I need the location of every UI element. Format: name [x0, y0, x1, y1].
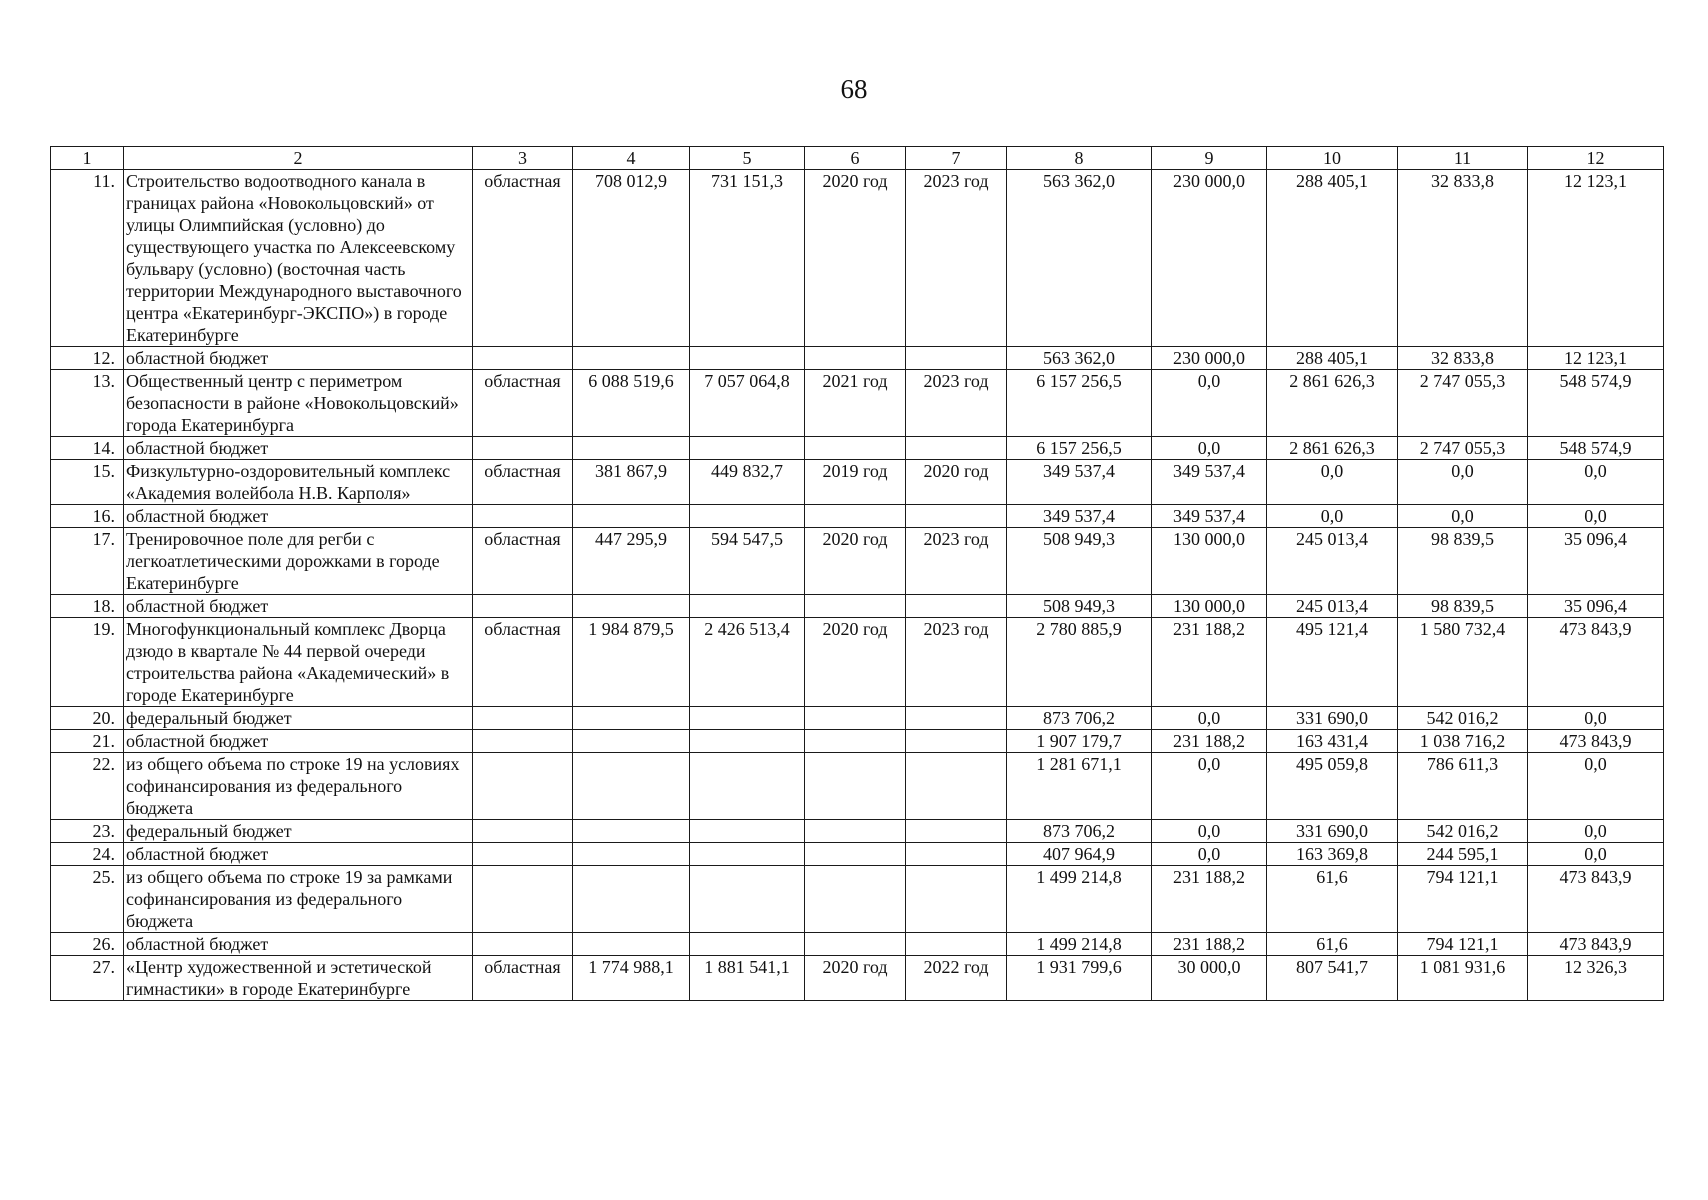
funding-cell-10: 2 861 626,3 [1267, 370, 1398, 437]
start-year-cell [805, 595, 906, 618]
end-year-cell [906, 933, 1007, 956]
total-funding-cell: 873 706,2 [1007, 707, 1152, 730]
end-year-cell [906, 753, 1007, 820]
funding-cell-11: 0,0 [1398, 460, 1528, 505]
table-row [51, 820, 1664, 843]
ownership-cell [473, 843, 573, 866]
current-cost-cell [690, 595, 805, 618]
total-funding-cell: 873 706,2 [1007, 820, 1152, 843]
object-name-cell: федеральный бюджет [124, 820, 473, 843]
funding-cell-9: 231 188,2 [1152, 933, 1267, 956]
funding-cell-9: 0,0 [1152, 707, 1267, 730]
row-number-cell: 26. [51, 933, 124, 956]
column-header: 4 [573, 147, 690, 170]
estimated-cost-cell [573, 730, 690, 753]
current-cost-cell [690, 933, 805, 956]
object-name-cell: из общего объема по строке 19 за рамками софинансирования из федерального бюджета [124, 866, 473, 933]
ownership-cell: областная [473, 170, 573, 347]
table-row [51, 956, 1664, 1001]
ownership-cell [473, 866, 573, 933]
row-number-cell: 27. [51, 956, 124, 1001]
start-year-cell [805, 933, 906, 956]
funding-cell-10: 61,6 [1267, 866, 1398, 933]
estimated-cost-cell [573, 437, 690, 460]
funding-cell-12: 0,0 [1528, 820, 1664, 843]
start-year-cell [805, 707, 906, 730]
funding-cell-10: 163 431,4 [1267, 730, 1398, 753]
funding-cell-11: 98 839,5 [1398, 595, 1528, 618]
object-name-cell: областной бюджет [124, 505, 473, 528]
current-cost-cell: 1 881 541,1 [690, 956, 805, 1001]
header-row [51, 147, 1664, 170]
total-funding-cell: 407 964,9 [1007, 843, 1152, 866]
total-funding-cell: 508 949,3 [1007, 528, 1152, 595]
row-number-cell: 13. [51, 370, 124, 437]
funding-cell-12: 473 843,9 [1528, 933, 1664, 956]
funding-cell-12: 35 096,4 [1528, 595, 1664, 618]
end-year-cell [906, 505, 1007, 528]
funding-cell-10: 495 059,8 [1267, 753, 1398, 820]
row-number-cell: 16. [51, 505, 124, 528]
funding-cell-10: 331 690,0 [1267, 707, 1398, 730]
funding-cell-12: 473 843,9 [1528, 618, 1664, 707]
estimated-cost-cell: 1 984 879,5 [573, 618, 690, 707]
funding-cell-9: 0,0 [1152, 843, 1267, 866]
current-cost-cell [690, 437, 805, 460]
ownership-cell [473, 753, 573, 820]
column-header: 5 [690, 147, 805, 170]
funding-cell-12: 12 123,1 [1528, 170, 1664, 347]
current-cost-cell [690, 820, 805, 843]
estimated-cost-cell [573, 707, 690, 730]
total-funding-cell: 1 499 214,8 [1007, 933, 1152, 956]
end-year-cell: 2022 год [906, 956, 1007, 1001]
ownership-cell: областная [473, 460, 573, 505]
ownership-cell [473, 933, 573, 956]
ownership-cell [473, 347, 573, 370]
object-name-cell: Тренировочное поле для регби с легкоатлетическими дорожками в городе Екатеринбурге [124, 528, 473, 595]
funding-cell-10: 245 013,4 [1267, 528, 1398, 595]
total-funding-cell: 6 157 256,5 [1007, 437, 1152, 460]
start-year-cell [805, 437, 906, 460]
start-year-cell: 2020 год [805, 528, 906, 595]
column-header: 12 [1528, 147, 1664, 170]
estimated-cost-cell [573, 933, 690, 956]
funding-cell-10: 288 405,1 [1267, 347, 1398, 370]
row-number-cell: 25. [51, 866, 124, 933]
funding-cell-11: 2 747 055,3 [1398, 370, 1528, 437]
end-year-cell: 2023 год [906, 370, 1007, 437]
estimated-cost-cell: 708 012,9 [573, 170, 690, 347]
ownership-cell: областная [473, 956, 573, 1001]
funding-cell-11: 32 833,8 [1398, 170, 1528, 347]
ownership-cell [473, 437, 573, 460]
funding-cell-9: 30 000,0 [1152, 956, 1267, 1001]
estimated-cost-cell [573, 843, 690, 866]
total-funding-cell: 1 499 214,8 [1007, 866, 1152, 933]
current-cost-cell [690, 707, 805, 730]
table-row [51, 437, 1664, 460]
end-year-cell: 2020 год [906, 460, 1007, 505]
funding-cell-9: 349 537,4 [1152, 460, 1267, 505]
funding-cell-9: 0,0 [1152, 820, 1267, 843]
current-cost-cell: 7 057 064,8 [690, 370, 805, 437]
object-name-cell: областной бюджет [124, 595, 473, 618]
column-header: 8 [1007, 147, 1152, 170]
start-year-cell [805, 820, 906, 843]
object-name-cell: Многофункциональный комплекс Дворца дзюдо в квартале № 44 первой очереди строительства района «Академический» в городе Екатеринбурге [124, 618, 473, 707]
ownership-cell: областная [473, 370, 573, 437]
object-name-cell: областной бюджет [124, 933, 473, 956]
estimated-cost-cell: 6 088 519,6 [573, 370, 690, 437]
current-cost-cell [690, 866, 805, 933]
funding-cell-12: 548 574,9 [1528, 370, 1664, 437]
row-number-cell: 15. [51, 460, 124, 505]
funding-cell-11: 542 016,2 [1398, 707, 1528, 730]
table-row [51, 753, 1664, 820]
budget-table [50, 146, 1664, 1001]
table-row [51, 843, 1664, 866]
start-year-cell: 2020 год [805, 618, 906, 707]
funding-cell-11: 786 611,3 [1398, 753, 1528, 820]
funding-cell-9: 0,0 [1152, 437, 1267, 460]
object-name-cell: областной бюджет [124, 843, 473, 866]
end-year-cell [906, 595, 1007, 618]
current-cost-cell [690, 753, 805, 820]
funding-cell-9: 230 000,0 [1152, 170, 1267, 347]
object-name-cell: областной бюджет [124, 347, 473, 370]
end-year-cell: 2023 год [906, 528, 1007, 595]
funding-cell-9: 349 537,4 [1152, 505, 1267, 528]
funding-cell-11: 794 121,1 [1398, 933, 1528, 956]
funding-cell-9: 231 188,2 [1152, 866, 1267, 933]
total-funding-cell: 2 780 885,9 [1007, 618, 1152, 707]
funding-cell-10: 0,0 [1267, 460, 1398, 505]
column-header: 11 [1398, 147, 1528, 170]
funding-cell-9: 0,0 [1152, 753, 1267, 820]
estimated-cost-cell: 447 295,9 [573, 528, 690, 595]
funding-cell-12: 0,0 [1528, 707, 1664, 730]
column-header: 9 [1152, 147, 1267, 170]
start-year-cell: 2020 год [805, 170, 906, 347]
total-funding-cell: 1 907 179,7 [1007, 730, 1152, 753]
ownership-cell [473, 595, 573, 618]
object-name-cell: областной бюджет [124, 730, 473, 753]
row-number-cell: 14. [51, 437, 124, 460]
estimated-cost-cell [573, 820, 690, 843]
funding-cell-12: 12 326,3 [1528, 956, 1664, 1001]
ownership-cell: областная [473, 528, 573, 595]
column-header: 2 [124, 147, 473, 170]
end-year-cell [906, 820, 1007, 843]
funding-cell-10: 807 541,7 [1267, 956, 1398, 1001]
funding-cell-12: 0,0 [1528, 460, 1664, 505]
total-funding-cell: 1 281 671,1 [1007, 753, 1152, 820]
funding-cell-12: 0,0 [1528, 505, 1664, 528]
current-cost-cell [690, 347, 805, 370]
estimated-cost-cell [573, 505, 690, 528]
funding-cell-10: 163 369,8 [1267, 843, 1398, 866]
end-year-cell [906, 437, 1007, 460]
total-funding-cell: 508 949,3 [1007, 595, 1152, 618]
total-funding-cell: 563 362,0 [1007, 347, 1152, 370]
table-row [51, 170, 1664, 347]
column-header: 1 [51, 147, 124, 170]
object-name-cell: Строительство водоотводного канала в границах района «Новокольцовский» от улицы Олимпийская (условно) до существующего участка по Алексеевскому бульвару (условно) (восточная часть территории Международного выставочного центра «Екатеринбург-ЭКСПО») в городе Екатеринбурге [124, 170, 473, 347]
ownership-cell [473, 707, 573, 730]
table-row [51, 505, 1664, 528]
total-funding-cell: 349 537,4 [1007, 460, 1152, 505]
funding-cell-11: 244 595,1 [1398, 843, 1528, 866]
object-name-cell: областной бюджет [124, 437, 473, 460]
ownership-cell [473, 730, 573, 753]
object-name-cell: Физкультурно-оздоровительный комплекс «Академия волейбола Н.В. Карполя» [124, 460, 473, 505]
row-number-cell: 23. [51, 820, 124, 843]
row-number-cell: 21. [51, 730, 124, 753]
start-year-cell [805, 347, 906, 370]
total-funding-cell: 563 362,0 [1007, 170, 1152, 347]
current-cost-cell: 731 151,3 [690, 170, 805, 347]
funding-cell-11: 98 839,5 [1398, 528, 1528, 595]
funding-cell-12: 35 096,4 [1528, 528, 1664, 595]
table-row [51, 933, 1664, 956]
funding-cell-11: 542 016,2 [1398, 820, 1528, 843]
start-year-cell: 2019 год [805, 460, 906, 505]
table-row [51, 707, 1664, 730]
object-name-cell: федеральный бюджет [124, 707, 473, 730]
funding-cell-10: 245 013,4 [1267, 595, 1398, 618]
total-funding-cell: 6 157 256,5 [1007, 370, 1152, 437]
row-number-cell: 19. [51, 618, 124, 707]
funding-cell-11: 1 580 732,4 [1398, 618, 1528, 707]
funding-cell-10: 61,6 [1267, 933, 1398, 956]
object-name-cell: «Центр художественной и эстетической гимнастики» в городе Екатеринбурге [124, 956, 473, 1001]
total-funding-cell: 1 931 799,6 [1007, 956, 1152, 1001]
start-year-cell [805, 505, 906, 528]
table-row [51, 618, 1664, 707]
ownership-cell: областная [473, 618, 573, 707]
table-row [51, 347, 1664, 370]
funding-cell-11: 1 038 716,2 [1398, 730, 1528, 753]
funding-cell-12: 473 843,9 [1528, 730, 1664, 753]
ownership-cell [473, 505, 573, 528]
column-header: 6 [805, 147, 906, 170]
table-row [51, 730, 1664, 753]
funding-cell-9: 230 000,0 [1152, 347, 1267, 370]
row-number-cell: 17. [51, 528, 124, 595]
ownership-cell [473, 820, 573, 843]
end-year-cell [906, 730, 1007, 753]
funding-cell-10: 0,0 [1267, 505, 1398, 528]
estimated-cost-cell [573, 595, 690, 618]
start-year-cell: 2021 год [805, 370, 906, 437]
funding-cell-10: 495 121,4 [1267, 618, 1398, 707]
estimated-cost-cell: 1 774 988,1 [573, 956, 690, 1001]
end-year-cell [906, 347, 1007, 370]
funding-cell-11: 1 081 931,6 [1398, 956, 1528, 1001]
table-row [51, 595, 1664, 618]
funding-cell-11: 32 833,8 [1398, 347, 1528, 370]
row-number-cell: 24. [51, 843, 124, 866]
page-number: 68 [840, 74, 868, 104]
row-number-cell: 11. [51, 170, 124, 347]
table-row [51, 460, 1664, 505]
current-cost-cell [690, 730, 805, 753]
funding-cell-9: 231 188,2 [1152, 730, 1267, 753]
funding-cell-9: 130 000,0 [1152, 595, 1267, 618]
funding-cell-9: 130 000,0 [1152, 528, 1267, 595]
object-name-cell: из общего объема по строке 19 на условиях софинансирования из федерального бюджета [124, 753, 473, 820]
estimated-cost-cell: 381 867,9 [573, 460, 690, 505]
row-number-cell: 22. [51, 753, 124, 820]
funding-cell-11: 794 121,1 [1398, 866, 1528, 933]
end-year-cell: 2023 год [906, 170, 1007, 347]
funding-cell-10: 2 861 626,3 [1267, 437, 1398, 460]
funding-cell-9: 231 188,2 [1152, 618, 1267, 707]
object-name-cell: Общественный центр с периметром безопасности в районе «Новокольцовский» города Екатеринбурга [124, 370, 473, 437]
current-cost-cell: 594 547,5 [690, 528, 805, 595]
total-funding-cell: 349 537,4 [1007, 505, 1152, 528]
start-year-cell [805, 730, 906, 753]
funding-cell-10: 288 405,1 [1267, 170, 1398, 347]
row-number-cell: 18. [51, 595, 124, 618]
funding-cell-12: 548 574,9 [1528, 437, 1664, 460]
start-year-cell: 2020 год [805, 956, 906, 1001]
funding-cell-11: 0,0 [1398, 505, 1528, 528]
column-header: 7 [906, 147, 1007, 170]
start-year-cell [805, 753, 906, 820]
estimated-cost-cell [573, 866, 690, 933]
row-number-cell: 12. [51, 347, 124, 370]
table-row [51, 370, 1664, 437]
table-row [51, 528, 1664, 595]
end-year-cell [906, 707, 1007, 730]
funding-cell-12: 0,0 [1528, 843, 1664, 866]
column-header: 3 [473, 147, 573, 170]
start-year-cell [805, 866, 906, 933]
start-year-cell [805, 843, 906, 866]
estimated-cost-cell [573, 347, 690, 370]
row-number-cell: 20. [51, 707, 124, 730]
end-year-cell [906, 866, 1007, 933]
funding-cell-12: 12 123,1 [1528, 347, 1664, 370]
funding-cell-12: 0,0 [1528, 753, 1664, 820]
funding-cell-11: 2 747 055,3 [1398, 437, 1528, 460]
current-cost-cell [690, 505, 805, 528]
column-header: 10 [1267, 147, 1398, 170]
current-cost-cell [690, 843, 805, 866]
end-year-cell: 2023 год [906, 618, 1007, 707]
current-cost-cell: 449 832,7 [690, 460, 805, 505]
end-year-cell [906, 843, 1007, 866]
funding-cell-9: 0,0 [1152, 370, 1267, 437]
estimated-cost-cell [573, 753, 690, 820]
funding-cell-12: 473 843,9 [1528, 866, 1664, 933]
table-body [51, 147, 1664, 1001]
current-cost-cell: 2 426 513,4 [690, 618, 805, 707]
funding-cell-10: 331 690,0 [1267, 820, 1398, 843]
table-row [51, 866, 1664, 933]
